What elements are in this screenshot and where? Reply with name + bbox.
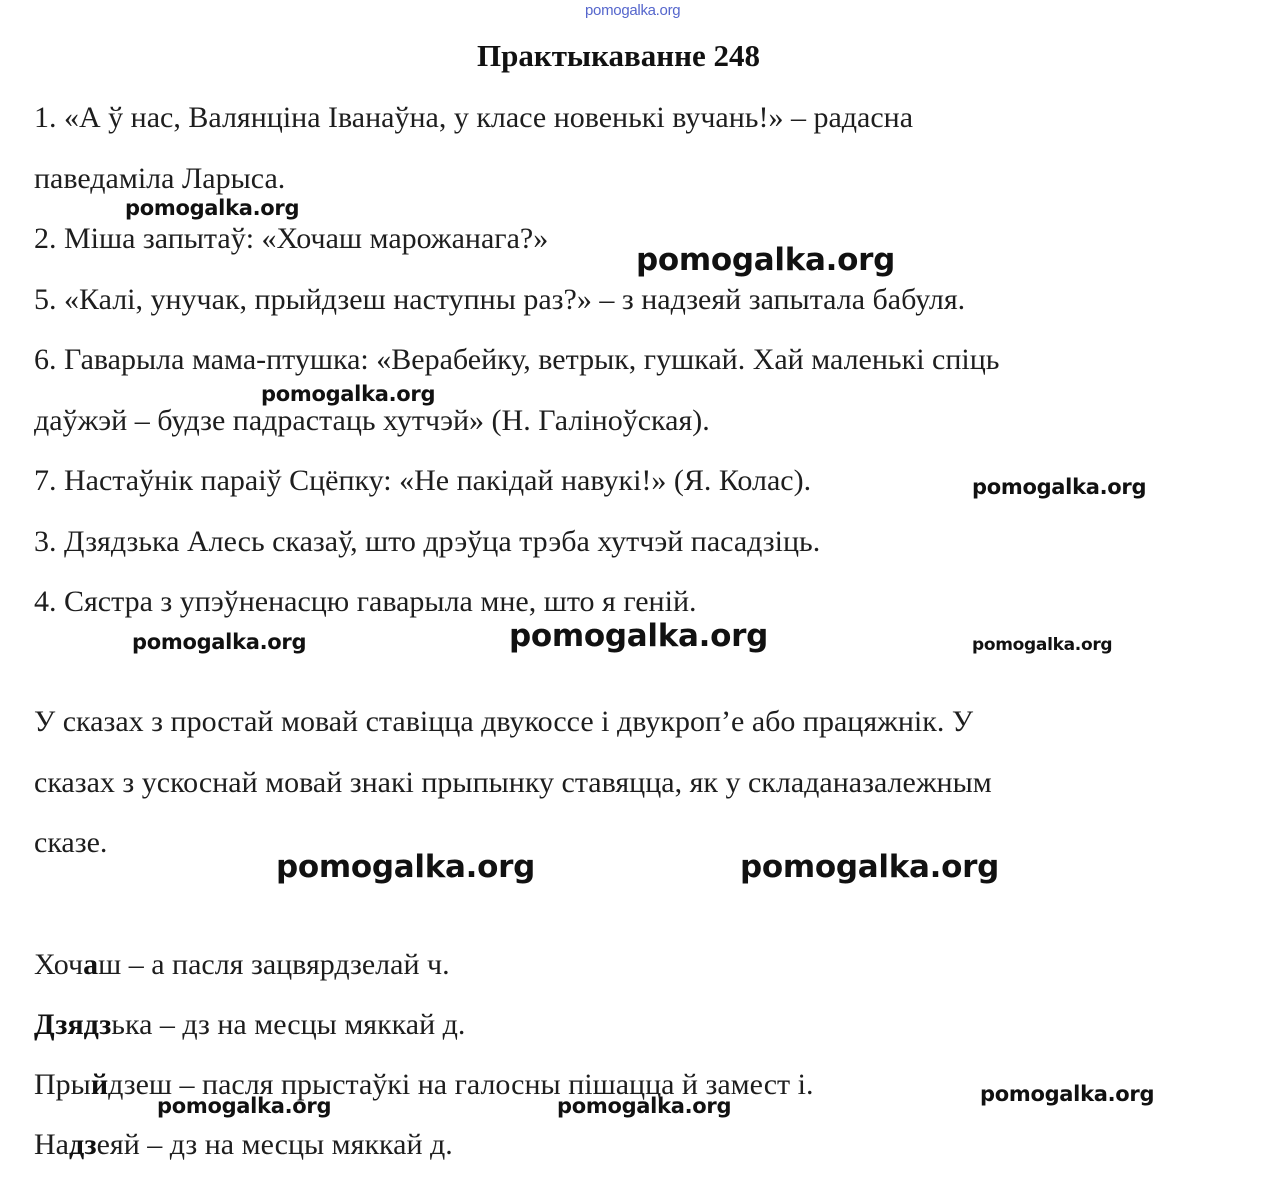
word-explanation: еяй – дз на месцы мяккай д.	[96, 1128, 453, 1161]
watermark: pomogalka.org	[509, 618, 769, 654]
sentence-line: 5. «Калі, унучак, прыйдзеш наступны раз?» – з надзеяй запытала бабуля.	[34, 283, 966, 316]
watermark: pomogalka.org	[276, 849, 536, 885]
word-highlight: Дзядз	[34, 1008, 112, 1041]
word-explanation: ш – а пасля зацвярдзелай ч.	[98, 948, 450, 981]
word-analysis-line	[34, 1128, 453, 1162]
sentence-line: 6. Гаварыла мама-птушка: «Верабейку, ветрык, гушкай. Хай маленькі спіць	[34, 343, 1000, 376]
rule-line: сказах з ускоснай мовай знакі прыпынку ставяцца, як у складаназалежным	[34, 766, 992, 799]
word-highlight: а	[83, 948, 99, 981]
sentence-line: 4. Сястра з упэўненасцю гаварыла мне, што я геній.	[34, 585, 697, 618]
watermark: pomogalka.org	[636, 242, 896, 278]
sentence-line: 2. Міша запытаў: «Хочаш марожанага?»	[34, 222, 549, 255]
word-highlight: й	[90, 1068, 109, 1101]
word-highlight: дз	[68, 1128, 97, 1161]
word-plain: На	[34, 1128, 69, 1161]
watermark: pomogalka.org	[157, 1094, 332, 1118]
rule-line: сказе.	[34, 826, 108, 859]
word-explanation: ька – дз на месцы мяккай д.	[111, 1008, 466, 1041]
page-title: Практыкаванне 248	[476, 38, 760, 73]
sentence-line: 1. «А ў нас, Валянціна Іванаўна, у класе новенькі вучань!» – радасна	[34, 101, 914, 134]
watermark: pomogalka.org	[557, 1094, 732, 1118]
watermark: pomogalka.org	[125, 196, 300, 220]
word-analysis-line	[34, 1068, 813, 1102]
word-explanation: дзеш – пасля прыстаўкі на галосны пішацца й замест і.	[108, 1068, 814, 1101]
watermark-top: pomogalka.org	[585, 2, 681, 19]
sentence-line: даўжэй – будзе падрастаць хутчэй» (Н. Галіноўская).	[34, 404, 710, 437]
word-plain: Пры	[34, 1068, 91, 1101]
word-analysis-line	[34, 1008, 465, 1042]
watermark: pomogalka.org	[740, 849, 1000, 885]
watermark: pomogalka.org	[972, 635, 1113, 655]
word-plain: Хоч	[34, 948, 84, 981]
watermark: pomogalka.org	[972, 475, 1147, 499]
watermark: pomogalka.org	[132, 630, 307, 654]
sentence-line: 3. Дзядзька Алесь сказаў, што дрэўца трэба хутчэй пасадзіць.	[34, 525, 821, 558]
word-analysis-line	[34, 948, 450, 982]
sentence-line: 7. Настаўнік параіў Сцёпку: «Не пакідай навукі!» (Я. Колас).	[34, 464, 812, 497]
rule-line: У сказах з простай мовай ставіцца двукоссе і двукроп’е або працяжнік. У	[34, 705, 974, 738]
sentence-line: паведаміла Ларыса.	[34, 162, 286, 195]
watermark: pomogalka.org	[980, 1082, 1155, 1106]
watermark: pomogalka.org	[261, 382, 436, 406]
